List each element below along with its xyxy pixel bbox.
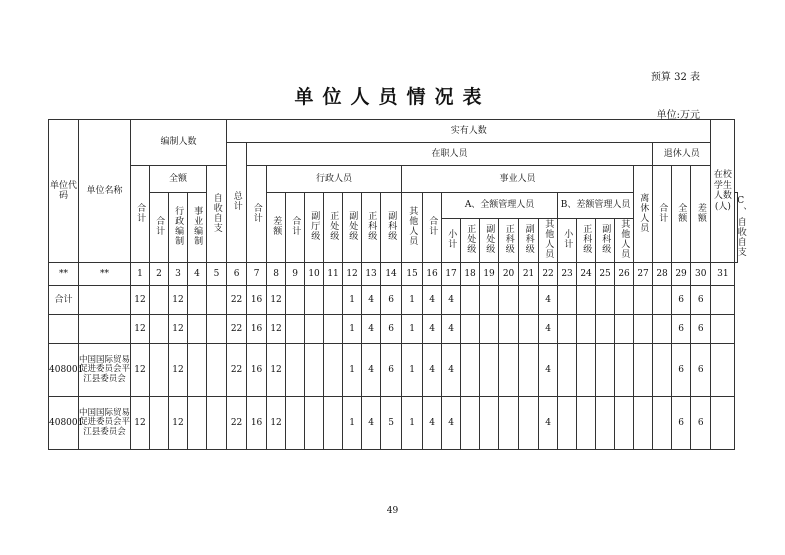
value-cell	[324, 315, 343, 344]
column-index-cell: 26	[615, 263, 634, 286]
header-retired-full: 全额	[672, 166, 691, 263]
value-cell	[461, 397, 480, 450]
header-retired: 退休人员	[653, 143, 711, 166]
column-index-cell: 6	[227, 263, 247, 286]
value-cell: 1	[343, 344, 362, 397]
column-index-cell: 27	[634, 263, 653, 286]
header-fuke: 副科级	[381, 193, 402, 263]
value-cell	[207, 344, 227, 397]
value-cell	[653, 315, 672, 344]
header-a-fuchu: 副处级	[480, 219, 499, 263]
column-index-cell: 31	[711, 263, 735, 286]
header-admin: 行政人员	[267, 166, 402, 193]
value-cell	[596, 286, 615, 315]
page-title: 单位人员情况表	[294, 86, 491, 108]
value-cell	[207, 397, 227, 450]
page-number: 49	[386, 506, 399, 516]
value-cell	[324, 344, 343, 397]
header-inst: 事业人员	[402, 166, 634, 193]
value-cell	[480, 286, 499, 315]
value-cell	[305, 286, 324, 315]
value-cell	[461, 315, 480, 344]
header-a-zhengchu: 正处级	[461, 219, 480, 263]
header-b-diff: B、差额管理人员	[558, 193, 634, 219]
header-self-funded: 自收自支	[207, 166, 227, 263]
header-onduty-total: 合计	[247, 166, 267, 263]
value-cell	[461, 286, 480, 315]
header-a-subtotal: 小计	[442, 219, 461, 263]
header-b-fuke: 副科级	[596, 219, 615, 263]
value-cell: 12	[267, 344, 286, 397]
value-cell: 1	[343, 315, 362, 344]
value-cell	[634, 315, 653, 344]
value-cell: 4	[539, 315, 558, 344]
value-cell: 4	[362, 315, 381, 344]
column-index-cell: 10	[305, 263, 324, 286]
header-staff-total: 合计	[131, 166, 150, 263]
value-cell	[499, 315, 519, 344]
value-cell	[305, 397, 324, 450]
value-cell: 6	[672, 397, 691, 450]
value-cell: 16	[247, 344, 267, 397]
column-index-cell: 21	[519, 263, 539, 286]
column-index-cell: 4	[188, 263, 207, 286]
header-a-fuke: 副科级	[519, 219, 539, 263]
value-cell	[577, 315, 596, 344]
column-index-cell: 17	[442, 263, 461, 286]
value-cell: 1	[402, 286, 423, 315]
value-cell: 12	[169, 286, 188, 315]
value-cell: 4	[423, 286, 442, 315]
value-cell: 6	[672, 315, 691, 344]
column-index-cell: 12	[343, 263, 362, 286]
column-index-cell: 14	[381, 263, 402, 286]
value-cell: 1	[402, 344, 423, 397]
value-cell: 4	[539, 397, 558, 450]
value-cell: 16	[247, 315, 267, 344]
column-index-cell: 22	[539, 263, 558, 286]
value-cell: 12	[169, 397, 188, 450]
value-cell	[499, 397, 519, 450]
header-diff: 差额	[267, 193, 286, 263]
value-cell	[324, 397, 343, 450]
value-cell	[305, 315, 324, 344]
header-full-total: 合计	[150, 193, 169, 263]
column-index-cell: 16	[423, 263, 442, 286]
value-cell: 12	[131, 344, 150, 397]
value-cell: 22	[227, 344, 247, 397]
value-cell: 12	[169, 344, 188, 397]
table-row	[49, 315, 738, 344]
column-index-cell: 25	[596, 263, 615, 286]
value-cell	[480, 315, 499, 344]
value-cell: 22	[227, 397, 247, 450]
value-cell	[558, 397, 577, 450]
header-lixiu: 离休人员	[634, 166, 653, 263]
form-number: 预算 32 表	[650, 72, 700, 83]
value-cell	[499, 344, 519, 397]
value-cell	[286, 315, 305, 344]
value-cell: 4	[423, 344, 442, 397]
value-cell	[596, 315, 615, 344]
column-index-cell: 13	[362, 263, 381, 286]
header-inst-staff: 事业编制	[188, 193, 207, 263]
column-index-cell: 28	[653, 263, 672, 286]
value-cell: 4	[442, 315, 461, 344]
column-index-cell: 29	[672, 263, 691, 286]
value-cell	[558, 286, 577, 315]
value-cell	[634, 344, 653, 397]
value-cell: 4	[442, 344, 461, 397]
header-full: 全额	[150, 166, 207, 193]
unit-label: 单位:万元	[656, 110, 700, 121]
unit-name-cell	[79, 286, 131, 315]
value-cell	[653, 344, 672, 397]
value-cell: 6	[381, 286, 402, 315]
value-cell: 4	[362, 397, 381, 450]
header-actual: 实有人数	[227, 120, 711, 143]
header-staffing: 编制人数	[131, 120, 227, 166]
header-admin-total: 合计	[286, 193, 305, 263]
value-cell: 6	[381, 344, 402, 397]
value-cell: 4	[423, 397, 442, 450]
column-index-cell: 11	[324, 263, 343, 286]
value-cell: 4	[362, 344, 381, 397]
value-cell	[188, 286, 207, 315]
personnel-table	[48, 119, 746, 450]
value-cell	[188, 344, 207, 397]
value-cell	[207, 315, 227, 344]
header-b-subtotal: 小计	[558, 219, 577, 263]
value-cell	[305, 344, 324, 397]
column-index-cell: 30	[691, 263, 711, 286]
value-cell	[150, 344, 169, 397]
value-cell	[150, 397, 169, 450]
unit-code-cell: 408001	[49, 344, 79, 397]
value-cell	[653, 397, 672, 450]
column-index-cell: 1	[131, 263, 150, 286]
header-total: 总计	[227, 143, 247, 263]
header-a-other: 其他人员	[539, 219, 558, 263]
column-index-cell: 23	[558, 263, 577, 286]
header-on-duty: 在职人员	[247, 143, 653, 166]
value-cell: 4	[442, 397, 461, 450]
value-cell	[519, 315, 539, 344]
value-cell: 16	[247, 397, 267, 450]
header-b-other: 其他人员	[615, 219, 634, 263]
value-cell	[711, 286, 735, 315]
value-cell: 12	[267, 397, 286, 450]
value-cell	[577, 286, 596, 315]
value-cell: 6	[672, 344, 691, 397]
value-cell	[596, 397, 615, 450]
header-fuchu: 副处级	[343, 193, 362, 263]
value-cell: 12	[267, 315, 286, 344]
header-c-self: C、自收自支	[735, 193, 738, 263]
value-cell	[711, 397, 735, 450]
value-cell	[577, 344, 596, 397]
value-cell	[653, 286, 672, 315]
value-cell: 12	[131, 397, 150, 450]
value-cell: 22	[227, 286, 247, 315]
table-row	[49, 397, 738, 450]
column-index-cell: 18	[461, 263, 480, 286]
value-cell	[188, 315, 207, 344]
value-cell	[480, 344, 499, 397]
column-index-cell: 2	[150, 263, 169, 286]
value-cell	[286, 344, 305, 397]
value-cell	[324, 286, 343, 315]
value-cell	[634, 286, 653, 315]
unit-name-cell	[79, 315, 131, 344]
value-cell: 1	[343, 397, 362, 450]
column-index-cell: **	[49, 263, 79, 286]
value-cell	[286, 286, 305, 315]
value-cell: 4	[539, 286, 558, 315]
value-cell	[711, 315, 735, 344]
header-retired-diff: 差额	[691, 166, 711, 263]
column-index-cell: 20	[499, 263, 519, 286]
header-retired-total: 合计	[653, 166, 672, 263]
column-index-cell: 8	[267, 263, 286, 286]
table-row	[49, 286, 738, 315]
column-index-cell: 15	[402, 263, 423, 286]
column-index-cell: 24	[577, 263, 596, 286]
value-cell: 6	[672, 286, 691, 315]
value-cell: 4	[539, 344, 558, 397]
value-cell	[577, 397, 596, 450]
value-cell	[150, 286, 169, 315]
value-cell: 6	[691, 315, 711, 344]
value-cell	[634, 397, 653, 450]
value-cell: 1	[402, 315, 423, 344]
header-a-zhengke: 正科级	[499, 219, 519, 263]
value-cell: 12	[169, 315, 188, 344]
value-cell	[615, 315, 634, 344]
header-a-full: A、全额管理人员	[442, 193, 558, 219]
header-b-zhengke: 正科级	[577, 219, 596, 263]
value-cell: 6	[691, 397, 711, 450]
value-cell	[519, 286, 539, 315]
value-cell: 1	[343, 286, 362, 315]
unit-code-cell: 合计	[49, 286, 79, 315]
header-inst-total: 合计	[423, 193, 442, 263]
value-cell	[558, 344, 577, 397]
header-unit-code: 单位代码	[49, 120, 79, 263]
column-index-row	[49, 263, 738, 286]
value-cell	[286, 397, 305, 450]
value-cell: 5	[381, 397, 402, 450]
value-cell: 16	[247, 286, 267, 315]
value-cell: 4	[442, 286, 461, 315]
value-cell: 12	[131, 286, 150, 315]
value-cell: 4	[423, 315, 442, 344]
value-cell: 6	[381, 315, 402, 344]
header-students: 在校学生人数(人)	[711, 120, 735, 263]
unit-code-cell	[49, 315, 79, 344]
table-row	[49, 344, 738, 397]
value-cell	[615, 344, 634, 397]
value-cell: 1	[402, 397, 423, 450]
column-index-cell: 7	[247, 263, 267, 286]
value-cell: 6	[691, 286, 711, 315]
column-index-cell: 19	[480, 263, 499, 286]
value-cell	[480, 397, 499, 450]
unit-name-cell: 中国国际贸易促进委员会平江县委员会	[79, 344, 131, 397]
value-cell	[615, 286, 634, 315]
value-cell	[499, 286, 519, 315]
value-cell: 22	[227, 315, 247, 344]
header-dept: 副厅级	[305, 193, 324, 263]
column-index-cell: 5	[207, 263, 227, 286]
column-index-cell: 9	[286, 263, 305, 286]
unit-name-cell: 中国国际贸易促进委员会平江县委员会	[79, 397, 131, 450]
value-cell	[207, 286, 227, 315]
value-cell: 12	[267, 286, 286, 315]
value-cell	[150, 315, 169, 344]
unit-code-cell: 408001	[49, 397, 79, 450]
value-cell	[711, 344, 735, 397]
header-other: 其他人员	[402, 193, 423, 263]
value-cell	[188, 397, 207, 450]
value-cell	[519, 344, 539, 397]
value-cell: 6	[691, 344, 711, 397]
value-cell	[461, 344, 480, 397]
value-cell	[558, 315, 577, 344]
header-zhengchu: 正处级	[324, 193, 343, 263]
value-cell	[596, 344, 615, 397]
header-zhengke: 正科级	[362, 193, 381, 263]
value-cell	[519, 397, 539, 450]
column-index-cell: 3	[169, 263, 188, 286]
value-cell: 4	[362, 286, 381, 315]
header-admin-staff: 行政编制	[169, 193, 188, 263]
header-unit-name: 单位名称	[79, 120, 131, 263]
column-index-cell: **	[79, 263, 131, 286]
value-cell: 12	[131, 315, 150, 344]
value-cell	[615, 397, 634, 450]
